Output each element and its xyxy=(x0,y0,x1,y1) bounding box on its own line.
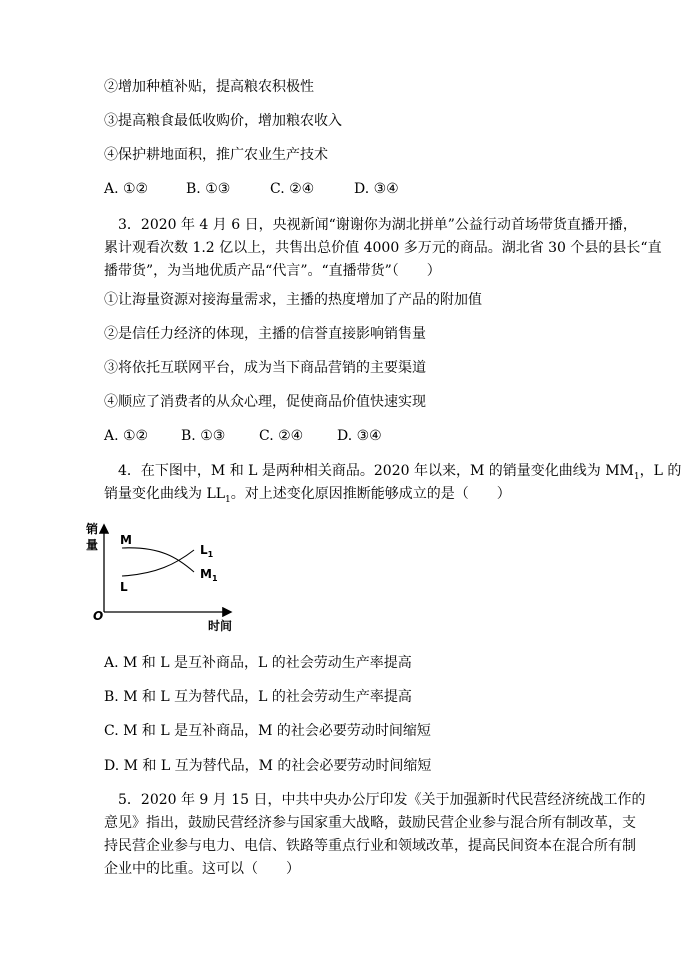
x-axis-label: 时间 xyxy=(208,619,233,633)
q2-statement-3: ③提高粮食最低收购价，增加粮农收入 xyxy=(104,113,342,129)
y-axis-label-char-1: 销 xyxy=(86,522,99,536)
q4-stem-line-1 xyxy=(118,463,681,485)
q3-statement-2: ②是信任力经济的体现，主播的信誉直接影响销售量 xyxy=(104,326,426,342)
curve-l-end-label xyxy=(200,543,214,559)
q4-stem-line-1-sub: 1 xyxy=(633,471,640,482)
q3-option-a: A. ①② xyxy=(104,428,149,444)
origin-label: O xyxy=(93,609,104,623)
curve-l-end-sub: 1 xyxy=(207,550,214,559)
q4-option-b: B. M 和 L 互为替代品，L 的社会劳动生产率提高 xyxy=(104,689,412,705)
q5-stem-line-4: 企业中的比重。这可以（ ） xyxy=(104,861,300,877)
q3-option-d: D. ③④ xyxy=(337,428,382,444)
q2-option-a: A. ①② xyxy=(104,181,149,197)
q4-stem-line-2 xyxy=(104,486,511,508)
q4-option-c: C. M 和 L 是互补商品，M 的社会必要劳动时间缩短 xyxy=(104,723,431,739)
q4-option-d: D. M 和 L 互为替代品，M 的社会必要劳动时间缩短 xyxy=(104,758,432,774)
q5-stem-line-2: 意见》指出，鼓励民营经济参与国家重大战略，鼓励民营企业参与混合所有制改革，支 xyxy=(104,815,636,831)
curve-m-end-main: M xyxy=(200,567,212,581)
q3-stem-line-1: 3．2020 年 4 月 6 日，央视新闻“谢谢你为湖北拼单”公益行动首场带货直播开播， xyxy=(118,217,637,233)
q5-stem-line-1: 5．2020 年 9 月 15 日，中共中央办公厅印发《关于加强新时代民营经济统战工作的 xyxy=(118,792,646,808)
q4-stem-line-1-end: ，L 的 xyxy=(639,463,682,479)
q3-statement-3: ③将依托互联网平台，成为当下商品营销的主要渠道 xyxy=(104,360,426,376)
curve-l-end-main: L xyxy=(200,543,208,557)
y-axis-label-char-2: 量 xyxy=(86,538,99,552)
curve-m-start-label: M xyxy=(120,533,132,547)
q3-option-c: C. ②④ xyxy=(259,428,304,444)
q4-option-a: A. M 和 L 是互补商品，L 的社会劳动生产率提高 xyxy=(104,655,412,671)
q3-stem-line-2: 累计观看次数 1.2 亿以上，共售出总价值 4000 多万元的商品。湖北省 30 个县的县长“直 xyxy=(104,240,662,256)
q2-option-c: C. ②④ xyxy=(270,181,315,197)
q2-options xyxy=(104,181,399,197)
curve-l-start-label: L xyxy=(120,580,128,594)
q4-stem-line-2-sub: 1 xyxy=(225,494,231,505)
q5-stem-line-3: 持民营企业参与电力、电信、铁路等重点行业和领域改革，提高民间资本在混合所有制 xyxy=(104,838,636,854)
q3-options xyxy=(104,428,382,444)
curve-mm1 xyxy=(122,548,194,572)
q3-stem-line-3: 播带货”，为当地优质产品“代言”。“直播带货”（ ） xyxy=(104,263,441,279)
q4-stem-line-2-text: 销量变化曲线为 LL xyxy=(104,486,226,502)
q2-statement-4: ④保护耕地面积，推广农业生产技术 xyxy=(104,147,328,163)
curve-m-end-label xyxy=(200,567,218,583)
q2-option-d: D. ③④ xyxy=(354,181,399,197)
q4-sales-graph xyxy=(80,516,250,636)
curve-m-end-sub: 1 xyxy=(211,574,218,583)
q3-option-b: B. ①③ xyxy=(181,428,226,444)
q2-option-b: B. ①③ xyxy=(186,181,231,197)
q4-stem-line-1-text: 4．在下图中，M 和 L 是两种相关商品。2020 年以来，M 的销量变化曲线为 MM xyxy=(118,463,634,479)
q4-stem-line-2-end: 。对上述变化原因推断能够成立的是（ ） xyxy=(230,486,511,502)
q3-statement-4: ④顺应了消费者的从众心理，促使商品价值快速实现 xyxy=(104,394,426,410)
q2-statement-2: ②增加种植补贴，提高粮农积极性 xyxy=(104,79,314,95)
q3-statement-1: ①让海量资源对接海量需求，主播的热度增加了产品的附加值 xyxy=(104,292,482,308)
